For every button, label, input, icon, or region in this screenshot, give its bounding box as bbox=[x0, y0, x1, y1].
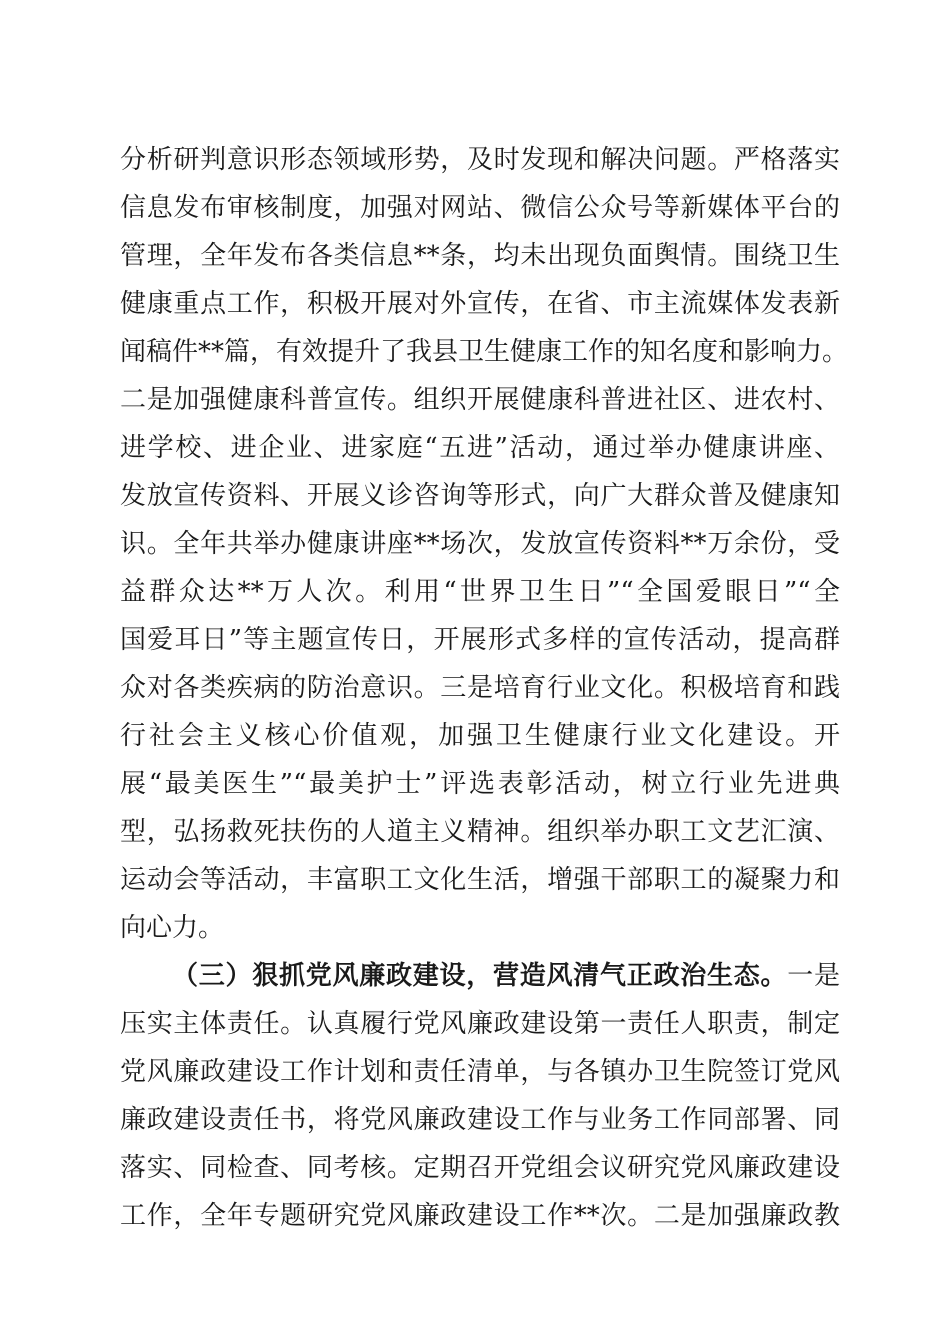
body-line: 信息发布审核制度，加强对网站、微信公众号等新媒体平台的 bbox=[120, 193, 840, 223]
body-line: 廉政建设责任书，将党风廉政建设工作与业务工作同部署、同 bbox=[120, 1105, 840, 1135]
body-line: 压实主体责任。认真履行党风廉政建设第一责任人职责，制定 bbox=[120, 1009, 840, 1039]
body-line: 行社会主义核心价值观，加强卫生健康行业文化建设。开 bbox=[120, 721, 840, 751]
body-line: 工作，全年专题研究党风廉政建设工作**次。二是加强廉政教 bbox=[120, 1201, 840, 1231]
body-line: 益群众达**万人次。利用“世界卫生日”“全国爱眼日”“全 bbox=[120, 577, 840, 607]
heading-continuation: 一是 bbox=[787, 961, 840, 991]
body-line: 落实、同检查、同考核。定期召开党组会议研究党风廉政建设 bbox=[120, 1153, 840, 1183]
section-heading: （三）狠抓党风廉政建设，营造风清气正政治生态。 bbox=[172, 961, 788, 991]
body-line: 识。全年共举办健康讲座**场次，发放宣传资料**万余份，受 bbox=[120, 529, 840, 559]
body-line: 众对各类疾病的防治意识。三是培育行业文化。积极培育和践 bbox=[120, 673, 840, 703]
body-line: 管理，全年发布各类信息**条，均未出现负面舆情。围绕卫生 bbox=[120, 241, 840, 271]
body-line: 健康重点工作，积极开展对外宣传，在省、市主流媒体发表新 bbox=[120, 289, 840, 319]
section-heading-line bbox=[172, 960, 840, 992]
body-line: 运动会等活动，丰富职工文化生活，增强干部职工的凝聚力和 bbox=[120, 865, 840, 895]
body-line: 二是加强健康科普宣传。组织开展健康科普进社区、进农村、 bbox=[120, 385, 840, 415]
body-line: 党风廉政建设工作计划和责任清单，与各镇办卫生院签订党风 bbox=[120, 1057, 840, 1087]
body-line: 发放宣传资料、开展义诊咨询等形式，向广大群众普及健康知 bbox=[120, 481, 840, 511]
body-line: 国爱耳日”等主题宣传日，开展形式多样的宣传活动，提高群 bbox=[120, 625, 840, 655]
body-line: 向心力。 bbox=[120, 913, 225, 943]
body-line: 展“最美医生”“最美护士”评选表彰活动，树立行业先进典 bbox=[120, 769, 840, 799]
body-line: 型，弘扬救死扶伤的人道主义精神。组织举办职工文艺汇演、 bbox=[120, 817, 840, 847]
body-line: 进学校、进企业、进家庭“五进”活动，通过举办健康讲座、 bbox=[120, 433, 840, 463]
body-line: 分析研判意识形态领域形势，及时发现和解决问题。严格落实 bbox=[120, 145, 840, 175]
body-line: 闻稿件**篇，有效提升了我县卫生健康工作的知名度和影响力。 bbox=[120, 337, 849, 367]
